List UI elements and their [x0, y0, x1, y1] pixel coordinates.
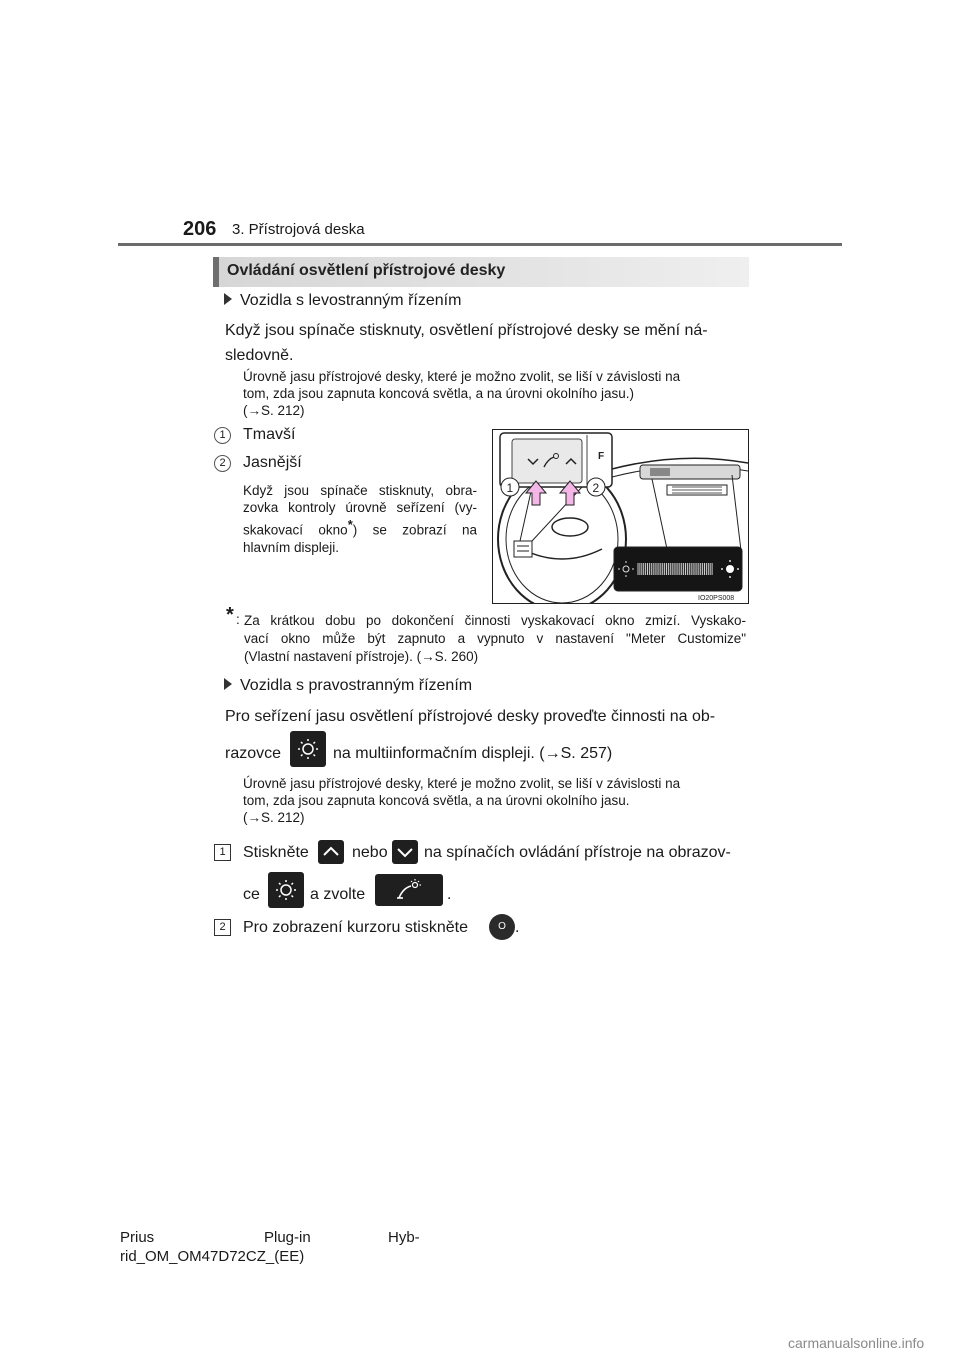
chevron-down-icon: [392, 840, 418, 864]
rhd-note-line: (→S. 212): [243, 810, 305, 825]
footer-line1-a: Prius: [120, 1229, 155, 1246]
settings-brightness-icon: [290, 731, 326, 767]
step1-text-a: Stiskněte: [243, 844, 309, 861]
rhd-line2-b: na multiinformačním displeji. (→S. 257): [333, 745, 613, 762]
triangle-bullet-icon: [224, 293, 232, 305]
rhd-heading-text: Vozidla s pravostranným řízením: [240, 677, 473, 694]
lhd-heading-text: Vozidla s levostranným řízením: [240, 292, 462, 309]
lhd-note-line: (→S. 212): [243, 403, 305, 418]
step1-text-b: nebo: [352, 844, 388, 861]
chapter-title: 3. Přístrojová deska: [232, 221, 365, 238]
item2-note-line: hlavním displeji.: [243, 539, 340, 555]
item-number-1: 1: [214, 427, 231, 444]
footer-line1-b: Plug-in: [264, 1229, 311, 1246]
rhd-line1: Pro seřízení jasu osvětlení přístrojové desky proveďte činnosti na ob-: [225, 708, 716, 725]
header-rule: [118, 243, 842, 246]
item2-note-line: skakovací okno*) se zobrazí na: [243, 517, 477, 538]
footer-line2: rid_OM_OM47D72CZ_(EE): [120, 1248, 305, 1265]
lhd-note-line: Úrovně jasu přístrojové desky, které je možno zvolit, se liší v závislosti na: [243, 369, 681, 384]
step2-text-a: Pro zobrazení kurzoru stiskněte: [243, 919, 468, 936]
rhd-heading: [224, 677, 472, 695]
item2-note: [243, 482, 477, 556]
chevron-up-icon: [318, 840, 344, 864]
item-label-darker: Tmavší: [243, 426, 296, 443]
step1-text-e: a zvolte: [310, 886, 366, 903]
item2-note-line: zovka kontroly úrovně seřízení (vy-: [243, 500, 477, 515]
rhd-note-line: tom, zda jsou zapnuta koncová světla, a na úrovni okolního jasu.: [243, 793, 630, 808]
page-number: 206: [183, 218, 217, 240]
item-number-2: 2: [214, 455, 231, 472]
figure-callout-2: 2: [592, 481, 600, 495]
section-accent: [213, 257, 219, 287]
footnote-asterisk: *: [226, 604, 234, 626]
lhd-intro-line: Když jsou spínače stisknuty, osvětlení přístrojové desky se mění ná-: [225, 322, 708, 339]
figure-code: IO20PS008: [698, 595, 735, 602]
triangle-bullet-icon: [224, 678, 232, 690]
step2-text-b: .: [515, 919, 520, 936]
rhd-note: [243, 775, 746, 826]
step1-text-f: .: [447, 886, 452, 903]
lhd-intro-line: sledovně.: [225, 347, 294, 364]
asterisk-mark: *: [347, 517, 353, 532]
lhd-heading: [224, 292, 461, 310]
switch-letter: F: [598, 451, 605, 462]
settings-brightness-icon: [268, 872, 304, 908]
rhd-line2-a: razovce: [225, 745, 282, 762]
watermark: carmanualsonline.info: [788, 1335, 925, 1351]
ok-button-icon: O: [489, 914, 515, 940]
footnote: [244, 612, 746, 666]
figure-illustration: [492, 429, 749, 604]
footnote-line: (Vlastní nastavení přístroje). (→S. 260): [244, 649, 479, 664]
lhd-note-line: tom, zda jsou zapnuta koncová světla, a na úrovni okolního jasu.): [243, 386, 634, 401]
rhd-note-line: Úrovně jasu přístrojové desky, které je možno zvolit, se liší v závislosti na: [243, 776, 681, 791]
footnote-line: vací okno může být zapnuto a vypnuto v nastavení "Meter Customize": [244, 631, 746, 646]
step1-text-c: na spínačích ovládání přístroje na obrazov-: [424, 844, 731, 861]
section-title: Ovládání osvětlení přístrojové desky: [227, 262, 506, 279]
instrument-panel-figure: [492, 429, 749, 604]
step-number-2: 2: [214, 919, 231, 936]
lhd-intro: [225, 318, 746, 368]
lhd-note: [243, 368, 746, 419]
footer-line1-c: Hyb-: [388, 1229, 420, 1246]
figure-callout-1: 1: [506, 481, 514, 495]
item-label-brighter: Jasnější: [243, 454, 302, 471]
step1-text-d: ce: [243, 886, 260, 903]
meter-brightness-icon: [375, 874, 443, 906]
footnote-line: Za krátkou dobu po dokončení činnosti vyskakovací okno zmizí. Vyskako-: [244, 613, 746, 628]
item2-note-line: Když jsou spínače stisknuty, obra-: [243, 483, 477, 498]
footnote-colon: :: [236, 612, 240, 627]
step-number-1: 1: [214, 844, 231, 861]
section-title-bar: [213, 257, 749, 287]
